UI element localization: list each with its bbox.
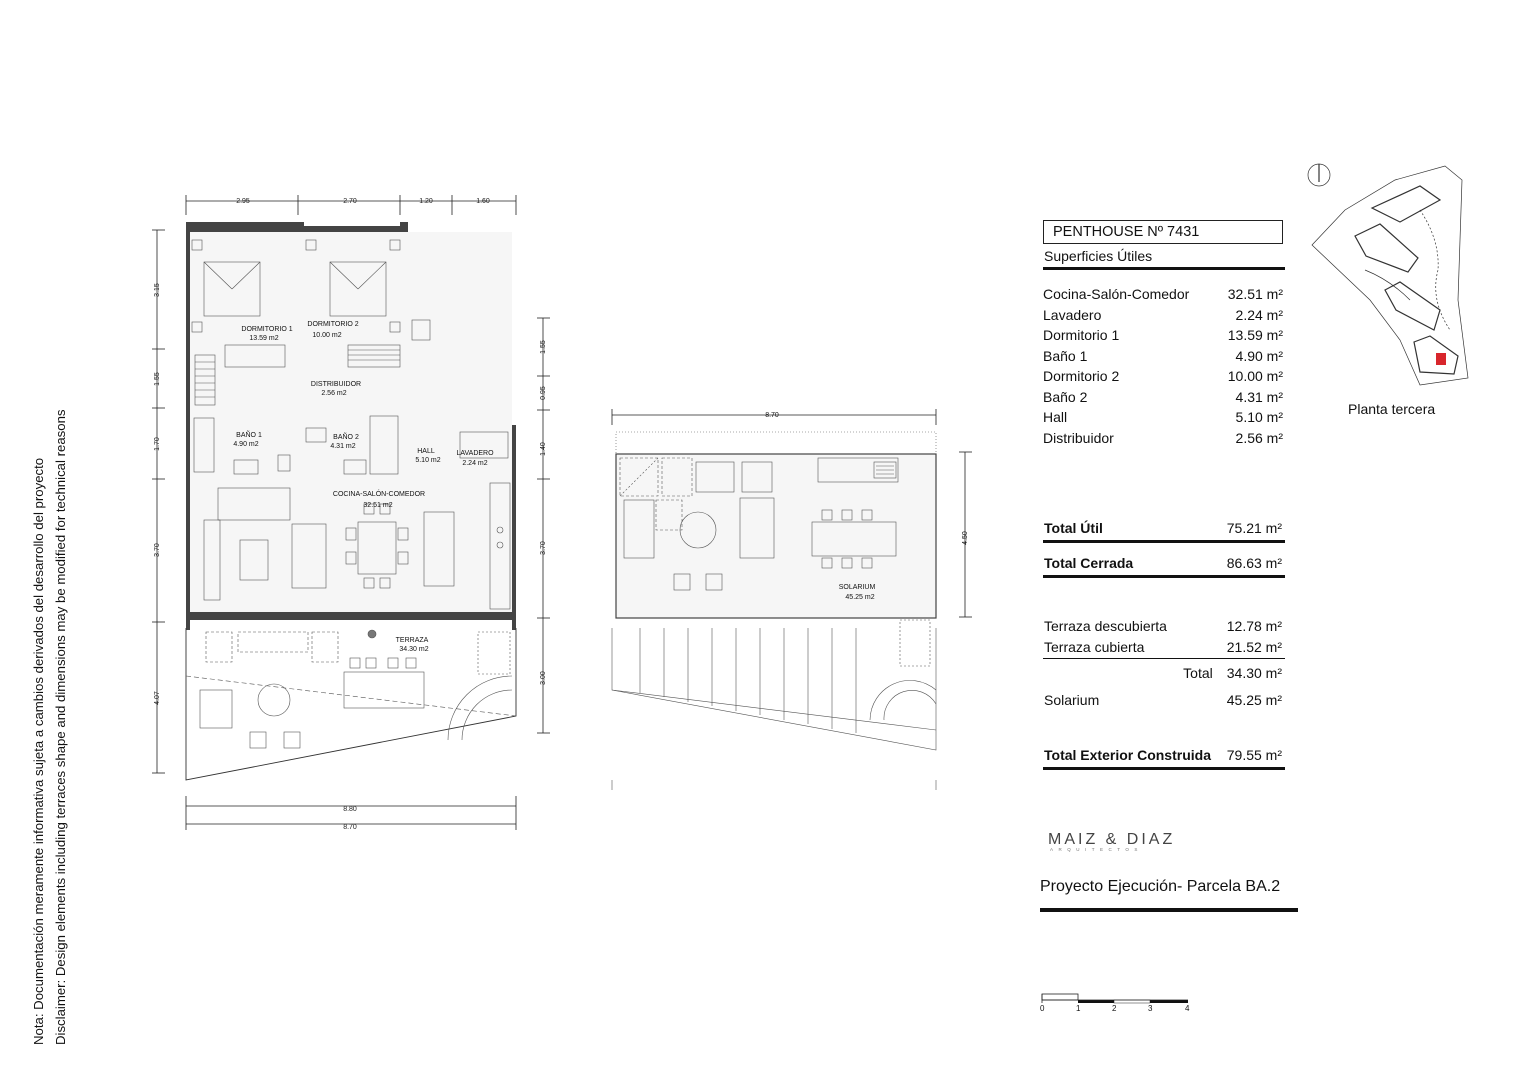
solarium-dim-top: 8.70 (765, 412, 779, 419)
total-cerrada-rule (1043, 575, 1285, 578)
terraza-cubierta-row: Terraza cubierta 21.52 m² (1044, 639, 1282, 655)
dim-top-2: 2.70 (343, 198, 357, 205)
scale-bar (1038, 990, 1198, 1010)
room-lavadero-area: 2.24 m2 (462, 460, 488, 467)
project-title-rule (1040, 908, 1298, 912)
scale-label-0: 0 (1040, 1004, 1045, 1013)
logo-sub-text: ARQUITECTOS (1050, 847, 1143, 852)
surface-row: Distribuidor 2.56 m² (1043, 429, 1283, 446)
surface-row: Cocina-Salón-Comedor 32.51 m² (1043, 286, 1283, 302)
total-cerrada-row: Total Cerrada 86.63 m² (1044, 555, 1282, 571)
keymap-label: Planta tercera (1348, 401, 1436, 417)
dim-top-1: 2.95 (236, 198, 250, 205)
penthouse-title-box: PENTHOUSE Nº 7431 (1043, 220, 1283, 244)
room-dormitorio2-area: 10.00 m2 (312, 332, 342, 339)
surfaces-subtitle: Superficies Útiles (1044, 248, 1153, 264)
scale-label-1: 1 (1076, 1004, 1081, 1013)
terraza-rule (1043, 658, 1285, 659)
surface-row: Baño 1 4.90 m² (1043, 347, 1283, 364)
surface-row: Dormitorio 1 13.59 m² (1043, 327, 1283, 343)
room-dormitorio2-name: DORMITORIO 2 (307, 321, 359, 328)
room-cocina-area: 32.51 m2 (363, 502, 393, 509)
surface-table (1043, 284, 1283, 448)
room-dormitorio1-area: 13.59 m2 (249, 335, 279, 342)
architect-logo (1048, 831, 1175, 852)
room-hall-name: HALL (417, 448, 435, 455)
north-arrow-icon (1308, 164, 1330, 186)
dim-left-4: 3.70 (154, 543, 161, 557)
dim-right-1: 1.55 (540, 340, 547, 354)
dim-top-4: 1.60 (476, 198, 490, 205)
room-bano1-name: BAÑO 1 (236, 432, 262, 439)
dim-right-5: 3.00 (540, 671, 547, 685)
room-cocina-name: COCINA-SALÓN-COMEDOR (332, 491, 426, 498)
logo-main-text: MAIZ & DIAZ (1048, 831, 1176, 848)
solarium-area: 45.25 m2 (845, 594, 875, 601)
scale-label-2: 2 (1112, 1004, 1117, 1013)
solarium-dim-right: 4.50 (962, 531, 969, 545)
scale-label-4: 4 (1185, 1004, 1190, 1013)
room-terraza-name: TERRAZA (395, 637, 429, 644)
room-terraza-area: 34.30 m2 (399, 646, 429, 653)
terraza-descubierta-row: Terraza descubierta 12.78 m² (1044, 618, 1282, 634)
dim-left-1: 3.15 (154, 283, 161, 297)
dim-top-3: 1.20 (419, 198, 433, 205)
terraza-total-row: Total 34.30 m² (1183, 665, 1282, 681)
surface-row: Baño 2 4.31 m² (1043, 388, 1283, 405)
room-lavadero-name: LAVADERO (456, 450, 494, 457)
note-line-2: Disclaimer: Design elements including terraces shape and dimensions may be modified for technical reasons (53, 409, 68, 1045)
dim-left-2: 1.55 (154, 372, 161, 386)
solarium-row: Solarium 45.25 m² (1044, 692, 1282, 708)
project-title: Proyecto Ejecución- Parcela BA.2 (1040, 878, 1281, 895)
total-util-row: Total Útil 75.21 m² (1044, 520, 1282, 536)
dim-bottom-2: 8.70 (343, 824, 357, 831)
surface-row: Hall 5.10 m² (1043, 409, 1283, 425)
subtitle-rule (1043, 267, 1285, 270)
room-dormitorio1-name: DORMITORIO 1 (241, 326, 293, 333)
scale-label-3: 3 (1148, 1004, 1153, 1013)
total-util-rule (1043, 540, 1285, 543)
solarium-name: SOLARIUM (838, 584, 876, 591)
dim-right-4: 3.70 (540, 541, 547, 555)
room-distribuidor-name: DISTRIBUIDOR (310, 381, 362, 388)
note-line-1: Nota: Documentación meramente informativa sujeta a cambios derivados del desarrollo del proyecto (31, 457, 46, 1045)
room-bano1-area: 4.90 m2 (233, 441, 259, 448)
room-distribuidor-area: 2.56 m2 (321, 390, 347, 397)
dim-left-3: 1.70 (154, 437, 161, 451)
room-hall-area: 5.10 m2 (415, 457, 441, 464)
dim-left-5: 4.07 (154, 691, 161, 705)
dim-right-3: 1.40 (540, 442, 547, 456)
dim-right-2: 0.95 (540, 386, 547, 400)
total-exterior-row: Total Exterior Construida 79.55 m² (1044, 747, 1282, 763)
unit-location-marker (1436, 353, 1446, 365)
surface-row: Dormitorio 2 10.00 m² (1043, 368, 1283, 384)
dim-bottom-1: 8.80 (343, 806, 357, 813)
surface-row: Lavadero 2.24 m² (1043, 306, 1283, 323)
room-bano2-area: 4.31 m2 (330, 443, 356, 450)
room-bano2-name: BAÑO 2 (333, 434, 359, 441)
total-exterior-rule (1043, 767, 1285, 770)
